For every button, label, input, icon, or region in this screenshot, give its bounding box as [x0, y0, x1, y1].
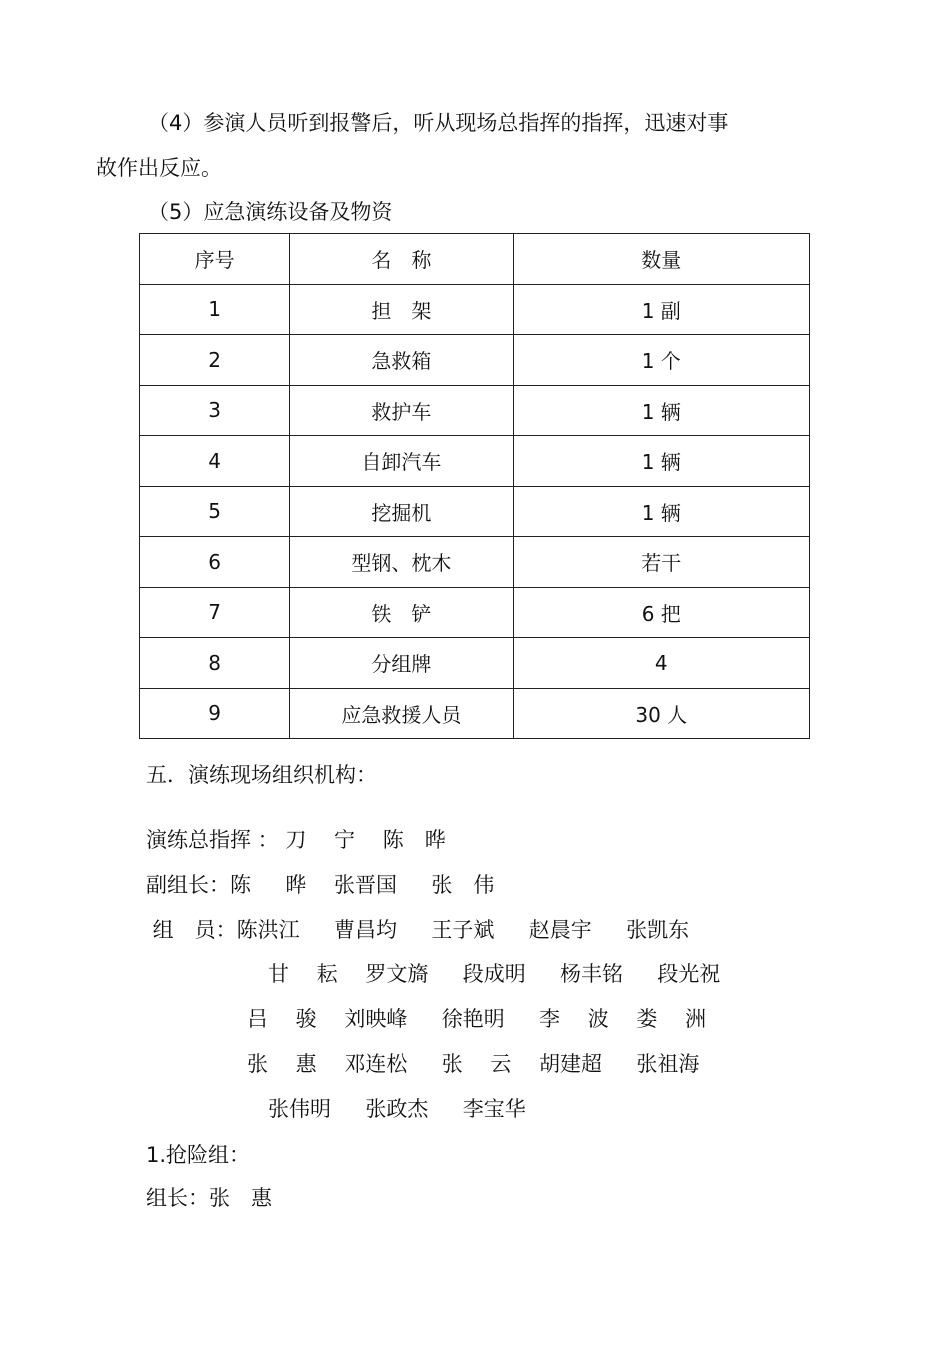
members-line-5: 张伟明 张政杰 李宝华	[268, 1097, 526, 1121]
members-line-4: 张 惠 邓连松 张 云 胡建超 张祖海	[247, 1052, 700, 1076]
members-line-3: 吕 骏 刘映峰 徐艳明 李 波 娄 洲	[247, 1007, 707, 1031]
cell-name: 分组牌	[290, 638, 513, 689]
table-row	[140, 537, 810, 588]
equipment-table	[139, 233, 810, 739]
cell-index: 9	[140, 688, 290, 739]
cell-name: 挖掘机	[290, 486, 513, 537]
table-row	[140, 587, 810, 638]
members-line-1: 组 员：陈洪江 曹昌均 王子斌 赵晨宇 张凯东	[146, 918, 690, 942]
deputy-line: 副组长：陈 晔 张晋国 张 伟	[146, 873, 495, 897]
members-line-2: 甘 耘 罗文旖 段成明 杨丰铭 段光祝	[268, 962, 721, 986]
cell-quantity: 若干	[513, 537, 809, 588]
cell-quantity: 6 把	[513, 587, 809, 638]
cell-name: 救护车	[290, 385, 513, 436]
cell-quantity: 30 人	[513, 688, 809, 739]
table-row	[140, 688, 810, 739]
cell-name: 担 架	[290, 284, 513, 335]
cell-quantity: 1 辆	[513, 385, 809, 436]
table-row	[140, 486, 810, 537]
cell-quantity: 4	[513, 638, 809, 689]
cell-name: 急救箱	[290, 335, 513, 386]
header-quantity: 数量	[513, 234, 809, 285]
cell-index: 3	[140, 385, 290, 436]
rescue-group-heading: 1.抢险组：	[146, 1143, 251, 1167]
cell-name: 铁 铲	[290, 587, 513, 638]
table-row	[140, 436, 810, 487]
table-row	[140, 385, 810, 436]
cell-index: 4	[140, 436, 290, 487]
cell-index: 8	[140, 638, 290, 689]
commander-line: 演练总指挥 ： 刀 宁 陈 晔	[146, 828, 446, 852]
paragraph-line-2: 故作出反应。	[96, 156, 222, 180]
table-row	[140, 638, 810, 689]
paragraph-line-1: （4）参演人员听到报警后，听从现场总指挥的指挥，迅速对事	[148, 111, 729, 135]
table-header-row	[140, 234, 810, 285]
cell-index: 7	[140, 587, 290, 638]
header-index: 序号	[140, 234, 290, 285]
cell-quantity: 1 副	[513, 284, 809, 335]
cell-name: 型钢、枕木	[290, 537, 513, 588]
table-row	[140, 284, 810, 335]
cell-name: 自卸汽车	[290, 436, 513, 487]
cell-index: 6	[140, 537, 290, 588]
cell-index: 2	[140, 335, 290, 386]
rescue-group-leader: 组长：张 惠	[146, 1186, 272, 1210]
cell-quantity: 1 辆	[513, 436, 809, 487]
cell-index: 5	[140, 486, 290, 537]
cell-index: 1	[140, 284, 290, 335]
equipment-heading: （5）应急演练设备及物资	[148, 200, 393, 224]
organization-heading: 五．演练现场组织机构：	[146, 763, 377, 787]
cell-quantity: 1 个	[513, 335, 809, 386]
cell-quantity: 1 辆	[513, 486, 809, 537]
cell-name: 应急救援人员	[290, 688, 513, 739]
header-name: 名 称	[290, 234, 513, 285]
table-row	[140, 335, 810, 386]
